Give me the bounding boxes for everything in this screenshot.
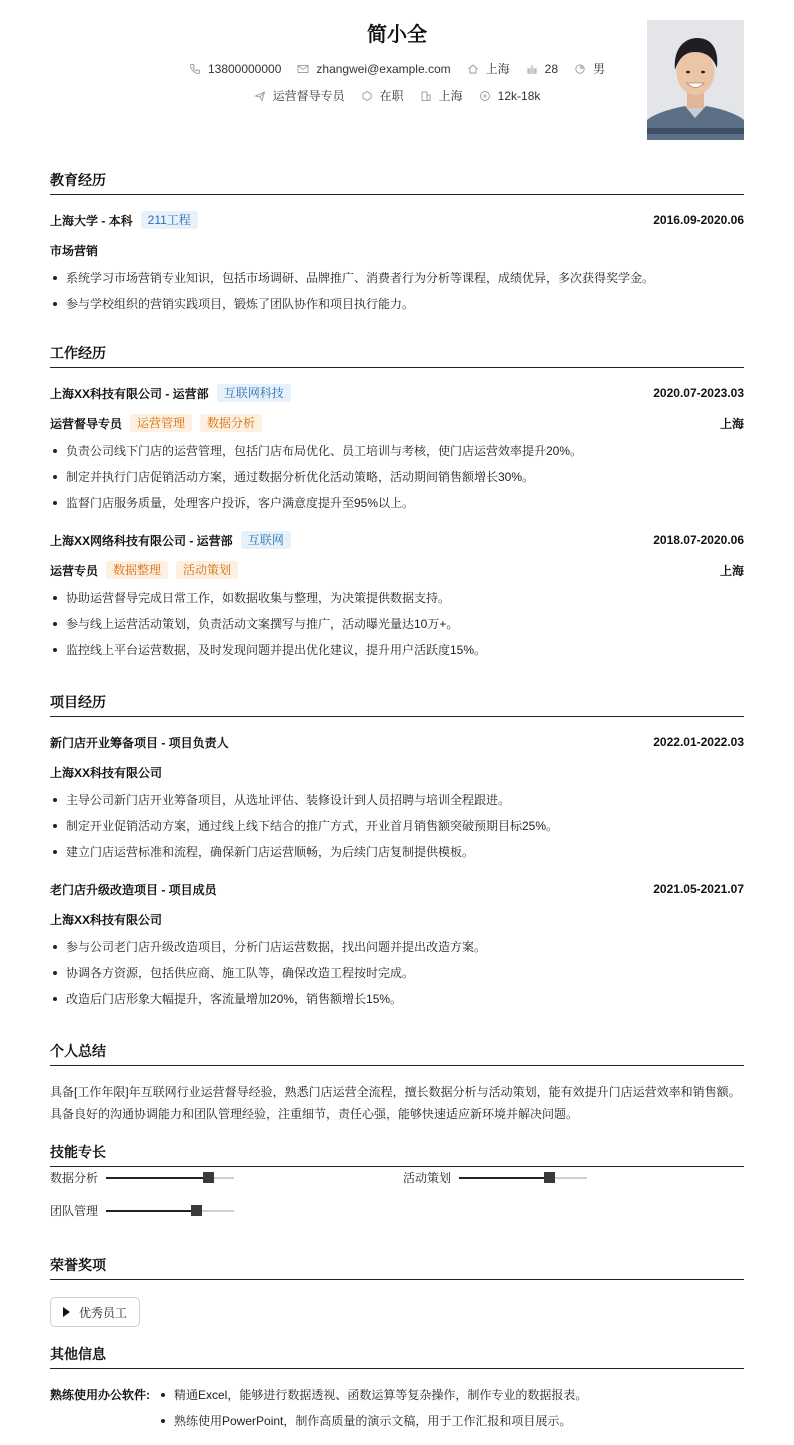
- project-header-row: [50, 727, 744, 757]
- job-location: 上海: [719, 416, 744, 431]
- phone-icon: [189, 63, 201, 75]
- job-role-row: [50, 555, 744, 585]
- status-icon: [361, 90, 373, 102]
- list-item: 参与公司老门店升级改造项目，分析门店运营数据，找出问题并提出改造方案。: [50, 934, 744, 960]
- other-title: 其他信息: [50, 1344, 744, 1369]
- projects-section: [50, 692, 744, 1012]
- skill-level-bar: [106, 1177, 234, 1179]
- building-icon: [420, 90, 432, 102]
- job-header-row: [50, 525, 744, 555]
- list-item: 改造后门店形象大幅提升，客流量增加20%，销售额增长15%。: [50, 986, 744, 1012]
- industry-tag: 互联网: [241, 531, 291, 549]
- gender-info: [574, 60, 605, 77]
- project-company: 上海XX科技有限公司: [50, 912, 163, 927]
- list-item: 监控线上平台运营数据，及时发现问题并提出优化建议，提升用户活跃度15%。: [50, 637, 744, 663]
- job-date: 2018.07-2020.06: [653, 533, 744, 547]
- gender-icon: [574, 63, 586, 75]
- list-item: 负责公司线下门店的运营管理，包括门店布局优化、员工培训与考核，使门店运营效率提升20%。: [50, 438, 744, 464]
- candidate-name: 简小全: [367, 24, 427, 46]
- project-date: 2022.01-2022.03: [653, 735, 744, 749]
- list-item: 协调各方资源，包括供应商、施工队等，确保改造工程按时完成。: [50, 960, 744, 986]
- project-company-row: [50, 757, 744, 787]
- summary-title: 个人总结: [50, 1041, 744, 1066]
- other-section: [50, 1344, 744, 1434]
- list-item: 建立门店运营标准和流程，确保新门店运营顺畅，为后续门店复制提供模板。: [50, 839, 744, 865]
- role-tag: 活动策划: [176, 561, 238, 579]
- role-tag: 运营管理: [130, 414, 192, 432]
- project-name: 新门店开业筹备项目 - 项目负责人: [50, 735, 229, 750]
- skill-level-knob: [203, 1172, 214, 1183]
- projects-title: 项目经历: [50, 692, 744, 717]
- target-position: 运营督导专员: [272, 89, 345, 103]
- list-item: 熟练使用PowerPoint，制作高质量的演示文稿，用于工作汇报和项目展示。: [158, 1408, 744, 1434]
- list-item: 协助运营督导完成日常工作，如数据收集与整理，为决策提供数据支持。: [50, 585, 744, 611]
- salary-range: 12k-18k: [497, 88, 541, 103]
- honors-title: 荣誉奖项: [50, 1255, 744, 1280]
- job-header-row: [50, 378, 744, 408]
- cake-icon: [526, 63, 538, 75]
- list-item: 监督门店服务质量，处理客户投诉，客户满意度提升至95%以上。: [50, 490, 744, 516]
- job-bullets: [50, 585, 744, 663]
- project-company: 上海XX科技有限公司: [50, 765, 163, 780]
- work-title: 工作经历: [50, 343, 744, 368]
- employment-status: 在职: [379, 89, 404, 103]
- skill-item: [403, 1169, 587, 1186]
- phone-info: [189, 62, 281, 76]
- education-section: [50, 170, 744, 317]
- list-item: 主导公司新门店开业筹备项目，从选址评估、装修设计到人员招聘与培训全程跟进。: [50, 787, 744, 813]
- project-bullets: [50, 787, 744, 865]
- job-role: 运营督导专员: [50, 416, 123, 431]
- work-section: [50, 343, 744, 663]
- summary-section: [50, 1041, 744, 1125]
- skill-name: 活动策划: [403, 1171, 452, 1185]
- skill-level-bar: [106, 1210, 234, 1212]
- target-position-info: [254, 87, 345, 104]
- profile-photo: [647, 20, 744, 140]
- honors-section: [50, 1255, 744, 1327]
- school-tag: 211工程: [141, 211, 198, 229]
- list-item: 制定并执行门店促销活动方案，通过数据分析优化活动策略，活动期间销售额增长30%。: [50, 464, 744, 490]
- skill-level-bar: [459, 1177, 587, 1179]
- office-skills-label: 熟练使用办公软件:: [50, 1388, 150, 1402]
- list-item: 系统学习市场营销专业知识，包括市场调研、品牌推广、消费者行为分析等课程，成绩优异，多次获得奖学金。: [50, 265, 744, 291]
- skills-title: 技能专长: [50, 1142, 744, 1167]
- project-company-row: [50, 904, 744, 934]
- project-name: 老门店升级改造项目 - 项目成员: [50, 882, 217, 897]
- company-name: 上海XX科技有限公司 - 运营部: [50, 386, 209, 401]
- age-info: [526, 62, 558, 76]
- education-date: 2016.09-2020.06: [653, 213, 744, 227]
- triangle-icon: [63, 1307, 70, 1317]
- money-icon: [479, 90, 491, 102]
- education-title: 教育经历: [50, 170, 744, 195]
- job-location: 上海: [719, 563, 744, 578]
- award-name: 优秀员工: [79, 1305, 128, 1320]
- skill-item: [50, 1202, 234, 1219]
- skill-level-fill: [106, 1177, 208, 1179]
- list-item: 参与线上运营活动策划，负责活动文案撰写与推广，活动曝光量达10万+。: [50, 611, 744, 637]
- job-bullets: [50, 438, 744, 516]
- target-city-info: [420, 87, 463, 104]
- role-tag: 数据整理: [106, 561, 168, 579]
- list-item: 制定开业促销活动方案，通过线上线下结合的推广方式，开业首月销售额突破预期目标25%。: [50, 813, 744, 839]
- job-role: 运营专员: [50, 563, 99, 578]
- resume-header: [50, 0, 744, 150]
- role-tag: 数据分析: [200, 414, 262, 432]
- list-item: 精通Excel，能够进行数据透视、函数运算等复杂操作，制作专业的数据报表。: [158, 1382, 744, 1408]
- skill-name: 数据分析: [50, 1171, 99, 1185]
- summary-line: 具备[工作年限]年互联网行业运营督导经验，熟悉门店运营全流程，擅长数据分析与活动策划，能有效提升门店运营效率和销售额。: [50, 1085, 741, 1099]
- award-badge: [50, 1297, 140, 1327]
- skill-level-knob: [191, 1205, 202, 1216]
- school-name: 上海大学 - 本科: [50, 213, 133, 228]
- project-header-row: [50, 874, 744, 904]
- list-item: 参与学校组织的营销实践项目，锻炼了团队协作和项目执行能力。: [50, 291, 744, 317]
- home-icon: [467, 63, 479, 75]
- phone-number: 13800000000: [207, 61, 282, 76]
- skill-level-fill: [106, 1210, 196, 1212]
- mail-icon: [297, 63, 309, 75]
- gender-value: 男: [593, 62, 606, 76]
- email-address: zhangwei@example.com: [316, 61, 451, 76]
- city-info: [467, 60, 510, 77]
- job-role-row: [50, 408, 744, 438]
- education-header-row: [50, 205, 744, 235]
- job-intent-row: [50, 87, 744, 104]
- skill-level-knob: [544, 1172, 555, 1183]
- skill-level-fill: [459, 1177, 549, 1179]
- skill-name: 团队管理: [50, 1204, 99, 1218]
- target-city: 上海: [438, 89, 463, 103]
- summary-line: 具备良好的沟通协调能力和团队管理经验，注重细节，责任心强，能够快速适应新环境并解决问题。: [50, 1107, 579, 1121]
- major-name: 市场营销: [50, 243, 99, 258]
- contact-row: [50, 60, 744, 77]
- age-value: 28: [544, 61, 559, 76]
- skills-section: [50, 1142, 744, 1242]
- company-name: 上海XX网络科技有限公司 - 运营部: [50, 533, 233, 548]
- job-date: 2020.07-2023.03: [653, 386, 744, 400]
- project-bullets: [50, 934, 744, 1012]
- major-row: [50, 235, 744, 265]
- office-skills: [50, 1382, 744, 1434]
- industry-tag: 互联网科技: [217, 384, 291, 402]
- email-info: [297, 62, 450, 76]
- city-value: 上海: [485, 62, 510, 76]
- salary-info: [479, 89, 541, 103]
- send-icon: [254, 90, 266, 102]
- education-bullets: [50, 265, 744, 317]
- office-skills-bullets: [158, 1382, 744, 1434]
- project-date: 2021.05-2021.07: [653, 882, 744, 896]
- skill-item: [50, 1169, 234, 1186]
- status-info: [361, 87, 404, 104]
